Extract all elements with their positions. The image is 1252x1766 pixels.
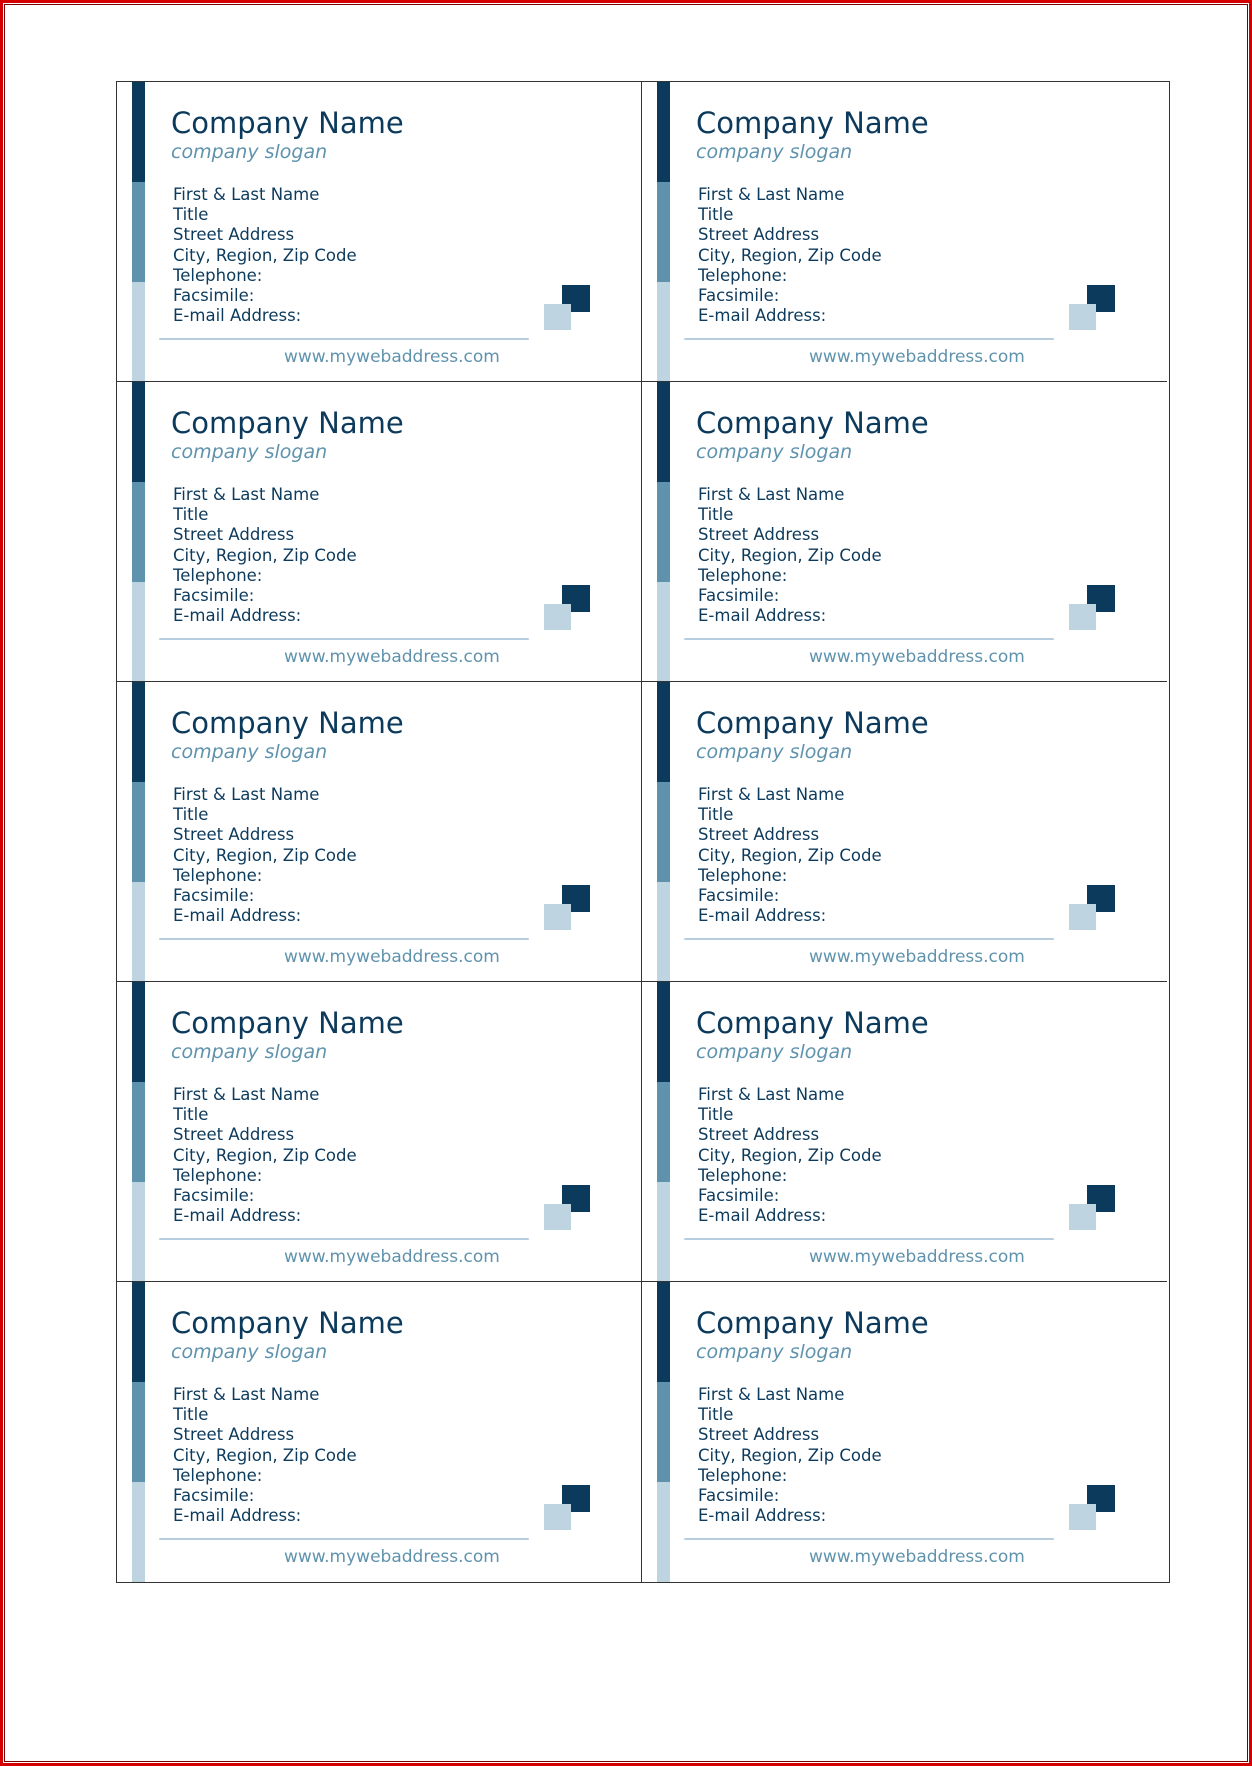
- telephone-label: Telephone:: [173, 1165, 263, 1185]
- accent-bar-dark: [657, 82, 670, 182]
- divider-line: [684, 1238, 1054, 1240]
- company-slogan: company slogan: [696, 1041, 853, 1063]
- street-address: Street Address: [173, 525, 295, 545]
- accent-bar-mid: [132, 782, 145, 882]
- business-card: [642, 1282, 1167, 1582]
- accent-bar-light: [657, 282, 670, 382]
- company-slogan: company slogan: [171, 1041, 328, 1063]
- contact-name: First & Last Name: [173, 1085, 320, 1104]
- city-region-zip: City, Region, Zip Code: [698, 1445, 882, 1465]
- city-region-zip: City, Region, Zip Code: [173, 1145, 357, 1165]
- web-address: www.mywebaddress.com: [284, 647, 500, 667]
- web-address: www.mywebaddress.com: [284, 947, 500, 967]
- business-card: [117, 982, 642, 1282]
- divider-line: [159, 1238, 529, 1240]
- street-address: Street Address: [173, 1125, 295, 1145]
- logo-square-light: [1069, 304, 1096, 330]
- email-label: E-mail Address:: [698, 906, 827, 926]
- street-address: Street Address: [173, 1425, 295, 1445]
- company-name: Company Name: [696, 706, 929, 740]
- company-slogan: company slogan: [171, 741, 328, 763]
- city-region-zip: City, Region, Zip Code: [173, 545, 357, 565]
- logo-square-light: [544, 1504, 571, 1530]
- accent-bar-light: [132, 1182, 145, 1282]
- telephone-label: Telephone:: [698, 865, 788, 885]
- facsimile-label: Facsimile:: [698, 885, 780, 905]
- divider-line: [684, 938, 1054, 940]
- contact-block: [173, 1085, 357, 1226]
- company-name: Company Name: [696, 1006, 929, 1040]
- logo-square-light: [1069, 904, 1096, 930]
- contact-title: Title: [173, 505, 209, 525]
- company-slogan: company slogan: [171, 441, 328, 463]
- facsimile-label: Facsimile:: [698, 585, 780, 605]
- telephone-label: Telephone:: [698, 565, 788, 585]
- contact-name: First & Last Name: [173, 485, 320, 504]
- street-address: Street Address: [698, 1425, 820, 1445]
- facsimile-label: Facsimile:: [173, 885, 255, 905]
- accent-bar-light: [657, 1182, 670, 1282]
- company-name: Company Name: [171, 406, 404, 440]
- accent-bar-mid: [132, 1082, 145, 1182]
- city-region-zip: City, Region, Zip Code: [173, 245, 357, 265]
- facsimile-label: Facsimile:: [173, 285, 255, 305]
- contact-block: [698, 185, 882, 326]
- company-slogan: company slogan: [696, 141, 853, 163]
- logo-square-light: [1069, 604, 1096, 630]
- divider-line: [684, 638, 1054, 640]
- accent-bar-mid: [132, 182, 145, 282]
- accent-bar-mid: [657, 1382, 670, 1482]
- logo-square-light: [1069, 1204, 1096, 1230]
- company-slogan: company slogan: [696, 441, 853, 463]
- contact-name: First & Last Name: [698, 1385, 845, 1404]
- web-address: www.mywebaddress.com: [284, 1547, 500, 1567]
- telephone-label: Telephone:: [698, 1165, 788, 1185]
- company-slogan: company slogan: [696, 1341, 853, 1363]
- web-address: www.mywebaddress.com: [284, 347, 500, 367]
- telephone-label: Telephone:: [698, 1465, 788, 1485]
- accent-bar-light: [132, 282, 145, 382]
- facsimile-label: Facsimile:: [698, 1485, 780, 1505]
- email-label: E-mail Address:: [698, 606, 827, 626]
- contact-title: Title: [173, 205, 209, 225]
- divider-line: [159, 638, 529, 640]
- accent-bar-light: [132, 582, 145, 682]
- divider-line: [159, 338, 529, 340]
- accent-bar-dark: [132, 382, 145, 482]
- telephone-label: Telephone:: [173, 265, 263, 285]
- contact-name: First & Last Name: [698, 185, 845, 204]
- accent-bar-mid: [657, 1082, 670, 1182]
- business-card: [117, 1282, 642, 1582]
- facsimile-label: Facsimile:: [173, 585, 255, 605]
- company-name: Company Name: [171, 706, 404, 740]
- city-region-zip: City, Region, Zip Code: [698, 545, 882, 565]
- company-name: Company Name: [171, 106, 404, 140]
- street-address: Street Address: [698, 525, 820, 545]
- logo-square-light: [1069, 1504, 1096, 1530]
- contact-block: [698, 1085, 882, 1226]
- email-label: E-mail Address:: [698, 1206, 827, 1226]
- contact-name: First & Last Name: [173, 1385, 320, 1404]
- business-card: [117, 82, 642, 382]
- accent-bar-dark: [132, 1282, 145, 1382]
- divider-line: [684, 338, 1054, 340]
- divider-line: [684, 1538, 1054, 1540]
- accent-bar-mid: [132, 1382, 145, 1482]
- business-card-sheet: [116, 81, 1170, 1583]
- accent-bar-dark: [132, 682, 145, 782]
- contact-name: First & Last Name: [698, 485, 845, 504]
- divider-line: [159, 938, 529, 940]
- city-region-zip: City, Region, Zip Code: [698, 245, 882, 265]
- email-label: E-mail Address:: [173, 906, 302, 926]
- web-address: www.mywebaddress.com: [284, 1247, 500, 1267]
- contact-title: Title: [698, 1105, 734, 1125]
- contact-block: [698, 1385, 882, 1526]
- city-region-zip: City, Region, Zip Code: [698, 1145, 882, 1165]
- company-slogan: company slogan: [171, 1341, 328, 1363]
- business-card: [642, 382, 1167, 682]
- business-card: [117, 682, 642, 982]
- business-card: [642, 982, 1167, 1282]
- logo-square-light: [544, 304, 571, 330]
- email-label: E-mail Address:: [698, 306, 827, 326]
- city-region-zip: City, Region, Zip Code: [173, 845, 357, 865]
- accent-bar-dark: [657, 1282, 670, 1382]
- divider-line: [159, 1538, 529, 1540]
- company-name: Company Name: [696, 1306, 929, 1340]
- facsimile-label: Facsimile:: [173, 1185, 255, 1205]
- city-region-zip: City, Region, Zip Code: [173, 1445, 357, 1465]
- street-address: Street Address: [698, 225, 820, 245]
- accent-bar-light: [132, 1482, 145, 1582]
- company-slogan: company slogan: [171, 141, 328, 163]
- contact-block: [173, 185, 357, 326]
- business-card: [117, 382, 642, 682]
- web-address: www.mywebaddress.com: [809, 1547, 1025, 1567]
- telephone-label: Telephone:: [173, 865, 263, 885]
- company-slogan: company slogan: [696, 741, 853, 763]
- contact-title: Title: [698, 205, 734, 225]
- accent-bar-light: [657, 582, 670, 682]
- facsimile-label: Facsimile:: [173, 1485, 255, 1505]
- company-name: Company Name: [696, 406, 929, 440]
- telephone-label: Telephone:: [698, 265, 788, 285]
- email-label: E-mail Address:: [698, 1506, 827, 1526]
- accent-bar-dark: [132, 82, 145, 182]
- business-card: [642, 682, 1167, 982]
- accent-bar-dark: [657, 382, 670, 482]
- contact-title: Title: [698, 1405, 734, 1425]
- city-region-zip: City, Region, Zip Code: [698, 845, 882, 865]
- accent-bar-mid: [657, 782, 670, 882]
- accent-bar-dark: [132, 982, 145, 1082]
- contact-name: First & Last Name: [698, 785, 845, 804]
- accent-bar-light: [132, 882, 145, 982]
- contact-name: First & Last Name: [173, 185, 320, 204]
- contact-title: Title: [173, 1405, 209, 1425]
- logo-square-light: [544, 904, 571, 930]
- contact-block: [698, 485, 882, 626]
- company-name: Company Name: [696, 106, 929, 140]
- email-label: E-mail Address:: [173, 306, 302, 326]
- contact-title: Title: [173, 805, 209, 825]
- street-address: Street Address: [698, 1125, 820, 1145]
- telephone-label: Telephone:: [173, 565, 263, 585]
- accent-bar-dark: [657, 982, 670, 1082]
- company-name: Company Name: [171, 1306, 404, 1340]
- contact-name: First & Last Name: [698, 1085, 845, 1104]
- accent-bar-mid: [657, 482, 670, 582]
- email-label: E-mail Address:: [173, 1206, 302, 1226]
- contact-block: [698, 785, 882, 926]
- accent-bar-light: [657, 1482, 670, 1582]
- facsimile-label: Facsimile:: [698, 285, 780, 305]
- accent-bar-mid: [132, 482, 145, 582]
- company-name: Company Name: [171, 1006, 404, 1040]
- web-address: www.mywebaddress.com: [809, 1247, 1025, 1267]
- logo-square-light: [544, 1204, 571, 1230]
- accent-bar-mid: [657, 182, 670, 282]
- email-label: E-mail Address:: [173, 1506, 302, 1526]
- facsimile-label: Facsimile:: [698, 1185, 780, 1205]
- telephone-label: Telephone:: [173, 1465, 263, 1485]
- contact-title: Title: [698, 805, 734, 825]
- contact-name: First & Last Name: [173, 785, 320, 804]
- contact-title: Title: [173, 1105, 209, 1125]
- accent-bar-dark: [657, 682, 670, 782]
- web-address: www.mywebaddress.com: [809, 647, 1025, 667]
- web-address: www.mywebaddress.com: [809, 347, 1025, 367]
- email-label: E-mail Address:: [173, 606, 302, 626]
- business-card: [642, 82, 1167, 382]
- street-address: Street Address: [173, 825, 295, 845]
- contact-block: [173, 1385, 357, 1526]
- accent-bar-light: [657, 882, 670, 982]
- contact-block: [173, 785, 357, 926]
- web-address: www.mywebaddress.com: [809, 947, 1025, 967]
- contact-block: [173, 485, 357, 626]
- logo-square-light: [544, 604, 571, 630]
- contact-title: Title: [698, 505, 734, 525]
- street-address: Street Address: [173, 225, 295, 245]
- street-address: Street Address: [698, 825, 820, 845]
